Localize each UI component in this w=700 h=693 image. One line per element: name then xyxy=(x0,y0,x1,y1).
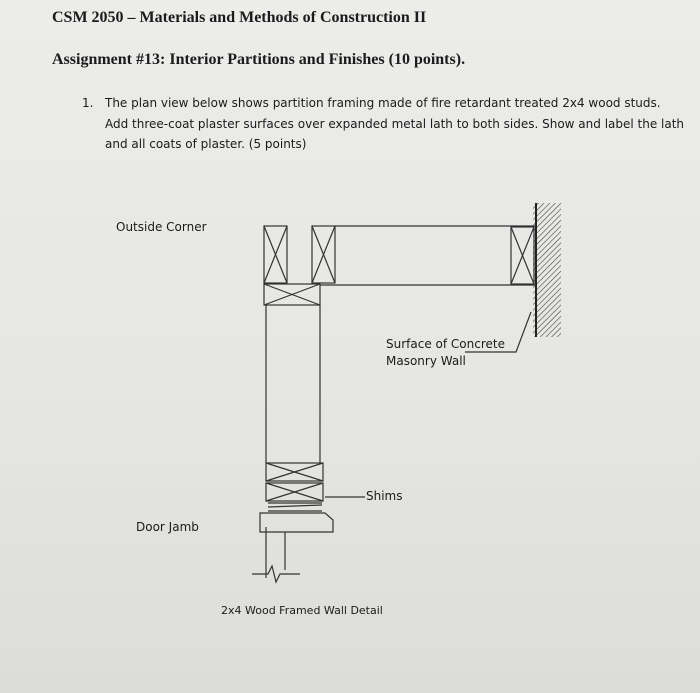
question-text-line-1: The plan view below shows partition framing made of fire retardant treated 2x4 wood studs. xyxy=(105,96,661,110)
corner-stud-1 xyxy=(264,226,287,283)
shims-label: Shims xyxy=(366,489,403,503)
question-number: 1. xyxy=(82,96,94,110)
masonry-wall xyxy=(533,203,561,337)
door-jamb xyxy=(260,513,333,532)
question-text-line-3: and all coats of plaster. (5 points) xyxy=(105,137,307,151)
drawing-caption: 2x4 Wood Framed Wall Detail xyxy=(221,604,383,617)
concrete-surface-label-line-1: Surface of Concrete xyxy=(386,337,505,351)
corner-stud-flat xyxy=(264,284,320,305)
concrete-surface-label-line-2: Masonry Wall xyxy=(386,354,466,368)
corner-stud-2 xyxy=(312,226,335,283)
question-text-line-2: Add three-coat plaster surfaces over expanded metal lath to both sides. Show and label the lath xyxy=(105,117,685,131)
jamb-stud-1 xyxy=(266,463,323,481)
course-title: CSM 2050 – Materials and Methods of Construction II xyxy=(52,9,427,26)
end-stud xyxy=(511,227,534,284)
break-line xyxy=(252,566,300,582)
jamb-stud-2 xyxy=(266,483,323,501)
shims xyxy=(268,503,322,511)
door-jamb-label: Door Jamb xyxy=(136,520,199,534)
outside-corner-label: Outside Corner xyxy=(116,220,207,234)
assignment-title: Assignment #13: Interior Partitions and Finishes (10 points). xyxy=(52,51,466,68)
